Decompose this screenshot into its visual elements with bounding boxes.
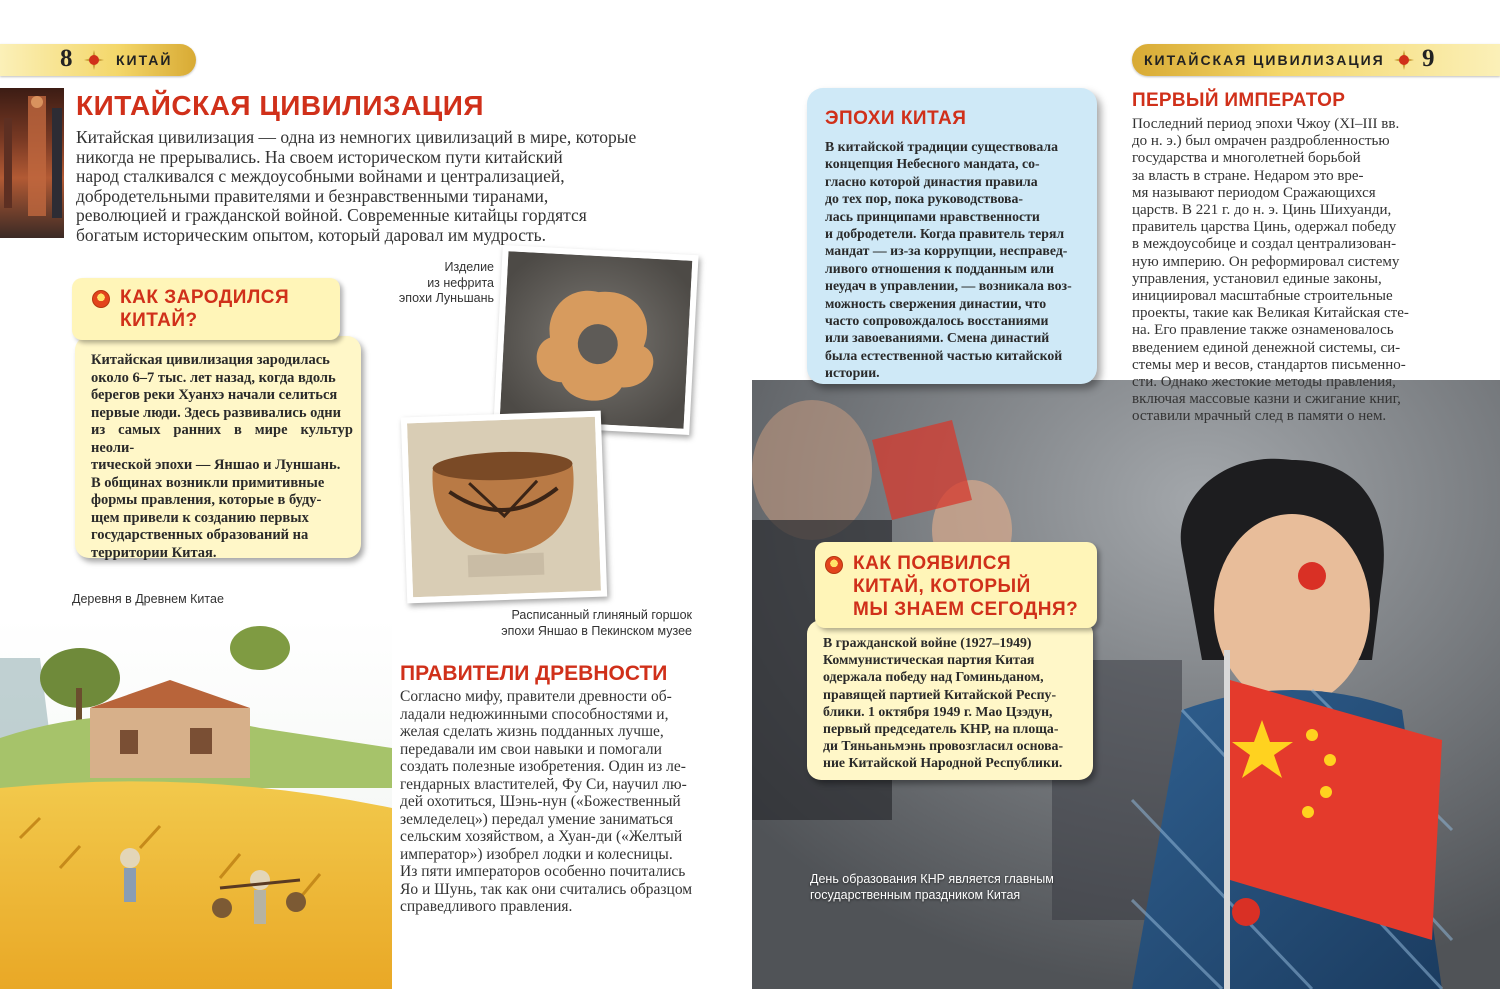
text-line: гласно которой династия правила xyxy=(825,173,1038,189)
text-line: из самых ранних в мире культур неоли- xyxy=(91,422,353,456)
lead-paragraph xyxy=(76,128,682,245)
first-emperor-body xyxy=(1132,116,1444,426)
text-line: гендарных властителей, Фу Си, научил лю- xyxy=(400,775,687,793)
village-caption: Деревня в Древнем Китае xyxy=(72,592,224,606)
left-page-number: 8 xyxy=(60,45,73,72)
text-line: до н. э.) был омрачен раздробленностью xyxy=(1132,133,1390,150)
text-line: правящей партией Китайской Респу- xyxy=(823,686,1057,702)
title-line: КАК ЗАРОДИЛСЯ xyxy=(120,287,290,308)
text-line: тической эпохи — Яншао и Луншань. xyxy=(91,457,341,473)
origin-box xyxy=(75,336,361,561)
epochs-body xyxy=(825,138,1083,382)
museum-photo xyxy=(0,88,64,238)
text-line: введением единой денежной системы, си- xyxy=(1132,339,1401,356)
text-line: Коммунистическая партия Китая xyxy=(823,652,1035,668)
text-line: царств. В 221 г. до н. э. Цинь Шихуанди, xyxy=(1132,202,1392,219)
caption-line: Расписанный глиняный горшок xyxy=(511,608,692,622)
text-line: концепция Небесного мандата, со- xyxy=(825,156,1040,172)
text-line: ную империю. Он реформировал систему xyxy=(1132,253,1400,270)
text-line: государства и многолетней борьбой xyxy=(1132,150,1361,167)
epochs-title: ЭПОХИ КИТАЯ xyxy=(825,108,967,129)
text-line: ливого отношения к подданным или xyxy=(825,260,1055,276)
first-emperor-title: ПЕРВЫЙ ИМПЕРАТОР xyxy=(1132,90,1346,111)
text-line: была естественной частью китайской xyxy=(825,347,1063,363)
caption-line: государственным праздником Китая xyxy=(810,887,1021,902)
text-line: В гражданской войне (1927–1949) xyxy=(823,635,1032,650)
text-line: блики. 1 октября 1949 г. Мао Цзэдун, xyxy=(823,703,1053,719)
text-line: за власть в стране. Недаром это вре- xyxy=(1132,167,1364,184)
modern-title-box xyxy=(815,542,1097,628)
lead-line: революцией и гражданской войной. Современные китайцы гордятся xyxy=(76,205,587,225)
title-line: МЫ ЗНАЕМ СЕГОДНЯ? xyxy=(853,599,1079,620)
text-line: территории Китая. xyxy=(91,544,217,561)
text-line: передавали им свои навыки и помогали xyxy=(400,740,662,758)
text-line: щем привели к созданию первых xyxy=(91,509,309,526)
lead-line: никогда не прерывались. На своем историческом пути китайский xyxy=(76,146,563,167)
text-line: формы правления, которые в буду- xyxy=(91,492,322,508)
compass-icon xyxy=(1394,50,1414,70)
text-line: часто сопровождалось восстаниями xyxy=(825,313,1049,329)
modern-title xyxy=(853,552,1078,621)
text-line: в междоусобице и создал централизован- xyxy=(1132,236,1397,253)
epochs-box xyxy=(807,88,1097,384)
text-line: государственных образований на xyxy=(91,527,309,543)
rulers-title: ПРАВИТЕЛИ ДРЕВНОСТИ xyxy=(400,662,668,685)
caption-line: эпохи Луньшань xyxy=(398,291,494,305)
caption-line: День образования КНР является главным xyxy=(810,872,1054,886)
lead-line: народ сталкивался с междоусобными войнами и централизацией, xyxy=(76,166,565,186)
jade-caption xyxy=(380,260,494,307)
rulers-body xyxy=(400,688,700,916)
text-line: на. Его правление также ознаменовалось xyxy=(1132,322,1394,339)
text-line: оставили мрачный след в памяти о нем. xyxy=(1132,408,1387,425)
pot-photo xyxy=(401,411,607,604)
text-line: сти. Однако жестокие методы правления, xyxy=(1132,374,1396,391)
text-line: неудач в управлении, — возникала воз- xyxy=(825,278,1072,294)
origin-title-box xyxy=(72,278,340,340)
text-line: мандат — из-за коррупции, несправед- xyxy=(825,243,1068,259)
text-line: можность свержения династии, что xyxy=(825,295,1047,311)
text-line: дей охотиться, Шэнь-нун («Божественный xyxy=(400,793,681,810)
origin-body xyxy=(91,352,353,562)
title-line: КИТАЙ, КОТОРЫЙ xyxy=(853,576,1031,597)
text-line: до тех пор, пока руководствова- xyxy=(825,191,1023,207)
right-page-header xyxy=(1132,44,1500,76)
left-page-header xyxy=(0,44,196,76)
text-line: В китайской традиции существовала xyxy=(825,139,1058,154)
pot-caption xyxy=(470,608,692,639)
bullet-icon xyxy=(92,290,110,308)
text-line: первый председатель КНР, на площа- xyxy=(823,721,1059,737)
text-line: Согласно мифу, правители древности об- xyxy=(400,688,672,705)
text-line: император») изобрел лодки и колесницы. xyxy=(400,845,673,863)
text-line: справедливого правления. xyxy=(400,898,573,915)
caption-line: из нефрита xyxy=(427,275,494,290)
text-line: стемы мер и весов, стандартов письменно- xyxy=(1132,356,1406,373)
text-line: правитель царства Цинь, одержал победу xyxy=(1132,219,1397,236)
village-illustration xyxy=(0,618,392,989)
text-line: сельским хозяйством, а Хуан-ди («Желтый xyxy=(400,828,683,845)
text-line: создать полезные изобретения. Один из ле- xyxy=(400,758,686,775)
right-header-title: КИТАЙСКАЯ ЦИВИЛИЗАЦИЯ xyxy=(1144,52,1385,68)
text-line: первые люди. Здесь развивались одни xyxy=(91,404,341,421)
lead-line: добродетельными правителями и безнравственными тиранами, xyxy=(76,185,549,206)
crowd-caption xyxy=(810,872,1054,903)
text-line: ладали недюжинными способностями и, xyxy=(400,705,669,723)
text-line: мя называют периодом Сражающихся xyxy=(1132,184,1376,201)
left-header-title: КИТАЙ xyxy=(116,52,173,68)
caption-line: эпохи Яншао в Пекинском музее xyxy=(501,623,692,638)
text-line: и добродетели. Когда правитель терял xyxy=(825,226,1065,242)
title-line: КАК ПОЯВИЛСЯ xyxy=(853,553,1012,574)
text-line: берегов реки Хуанхэ начали селиться xyxy=(91,387,338,403)
text-line: или завоеваниями. Смена династий xyxy=(825,330,1050,346)
text-line: лась принципами нравственности xyxy=(825,208,1040,224)
text-line: желая сделать жизнь подданных лучше, xyxy=(400,723,664,740)
lead-line: богатым историческим опытом, который даровал им мудрость. xyxy=(76,224,546,245)
bullet-icon xyxy=(825,556,843,574)
text-line: ние Китайской Народной Республики. xyxy=(823,755,1063,771)
caption-line: Изделие xyxy=(444,260,494,274)
text-line: включая массовые казни и сжигание книг, xyxy=(1132,391,1401,408)
text-line: инициировал масштабные строительные xyxy=(1132,288,1393,305)
modern-box xyxy=(807,620,1093,780)
text-line: истории. xyxy=(825,365,880,381)
text-line: Яо и Шунь, так как они считались образцом xyxy=(400,880,693,898)
text-line: управления, установил единые законы, xyxy=(1132,270,1382,287)
lead-line: Китайская цивилизация — одна из немногих цивилизаций в мире, которые xyxy=(76,127,637,147)
text-line: В общинах возникли примитивные xyxy=(91,474,325,491)
right-page-number: 9 xyxy=(1422,45,1435,72)
page-title: КИТАЙСКАЯ ЦИВИЛИЗАЦИЯ xyxy=(76,90,484,121)
origin-title xyxy=(120,286,289,332)
text-line: одержала победу над Гоминьданом, xyxy=(823,669,1044,685)
text-line: земледелец») передал умение заниматься xyxy=(400,810,673,828)
text-line: Китайская цивилизация зародилась xyxy=(91,352,330,368)
jade-photo xyxy=(493,245,698,435)
text-line: ди Тяньаньмэнь провозгласил основа- xyxy=(823,738,1064,754)
title-line: КИТАЙ? xyxy=(120,310,198,331)
text-line: Из пяти императоров особенно почитались xyxy=(400,863,686,880)
modern-body xyxy=(823,634,1087,772)
text-line: проекты, такие как Великая Китайская сте- xyxy=(1132,305,1409,322)
text-line: около 6–7 тыс. лет назад, когда вдоль xyxy=(91,369,336,386)
text-line: Последний период эпохи Чжоу (XI–III вв. xyxy=(1132,116,1400,132)
compass-icon xyxy=(84,50,104,70)
